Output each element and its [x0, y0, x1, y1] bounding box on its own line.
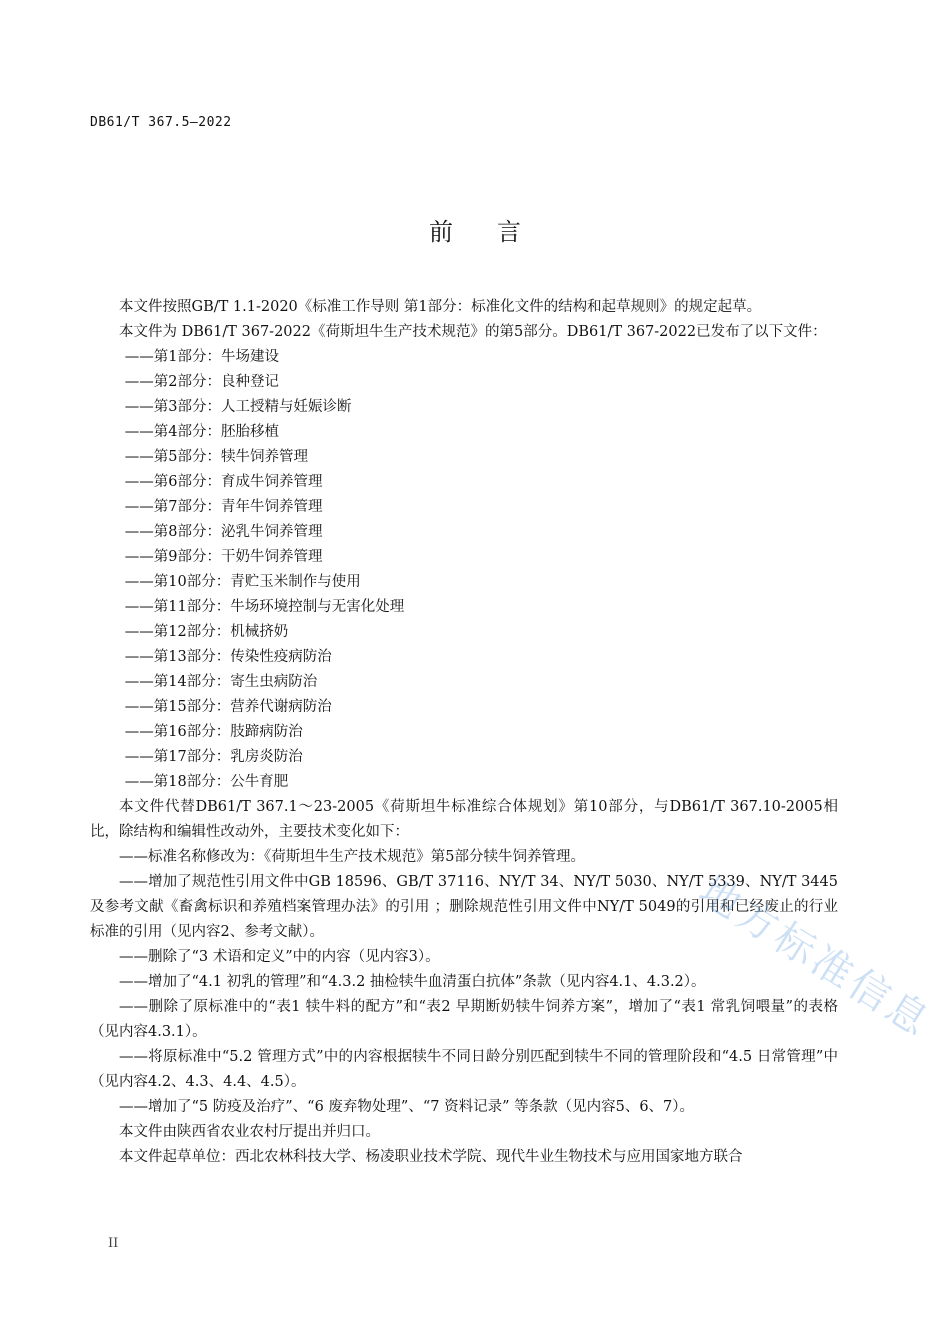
list-item: ——第17部分：乳房炎防治 — [124, 749, 303, 765]
paragraph-drafting-basis: 本文件按照GB/T 1.1-2020《标准工作导则 第1部分：标准化文件的结构和起草规则》的规定起草。 — [119, 299, 762, 315]
change-item: ——删除了原标准中的“表1 犊牛料的配方”和“表2 早期断奶犊牛饲养方案”，增加了“表1 常乳饲喂量”的表格（见内容4.3.1）。 — [90, 999, 838, 1040]
paragraph-replacement: 本文件代替DB61/T 367.1～23-2005《荷斯坦牛标准综合体规划》第10部分，与DB61/T 367.10-2005相比，除结构和编辑性改动外，主要技术变化如下： — [90, 799, 838, 840]
list-item: ——第16部分：肢蹄病防治 — [124, 724, 303, 740]
watermark: 地方标准信息 — [690, 867, 940, 1047]
list-item: ——第13部分：传染性疫病防治 — [124, 649, 332, 665]
list-item: ——第11部分：牛场环境控制与无害化处理 — [124, 599, 405, 615]
change-item: ——增加了“4.1 初乳的管理”和“4.3.2 抽检犊牛血清蛋白抗体”条款（见内容4.1、4.3.2）。 — [119, 974, 706, 990]
list-item: ——第6部分：育成牛饲养管理 — [124, 474, 323, 490]
change-item: ——增加了规范性引用文件中GB 18596、GB/T 37116、NY/T 34、NY/T 5030、NY/T 5339、NY/T 3445及参考文献《畜禽标识和养殖档案管理办法》的引用 ；删除规范性引用文件中NY/T 5049的引用和已经废止的行业标准的引用（见内容2、参考文献）。 — [90, 874, 838, 940]
paragraph-drafting-units: 本文件起草单位：西北农林科技大学、杨凌职业技术学院、现代牛业生物技术与应用国家地方联合 — [119, 1149, 743, 1165]
page-title: 前言 — [429, 218, 565, 246]
change-item: ——标准名称修改为：《荷斯坦牛生产技术规范》第5部分犊牛饲养管理。 — [119, 849, 585, 865]
list-item: ——第10部分：青贮玉米制作与使用 — [124, 574, 361, 590]
list-item: ——第8部分：泌乳牛饲养管理 — [124, 524, 323, 540]
list-item: ——第14部分：寄生虫病防治 — [124, 674, 318, 690]
list-item: ——第1部分：牛场建设 — [124, 349, 280, 365]
document-code: DB61/T 367.5—2022 — [90, 115, 232, 130]
change-item: ——将原标准中“5.2 管理方式”中的内容根据犊牛不同日龄分别匹配到犊牛不同的管理阶段和“4.5 日常管理”中（见内容4.2、4.3、4.4、4.5）。 — [90, 1049, 838, 1090]
list-item: ——第7部分：青年牛饲养管理 — [124, 499, 323, 515]
paragraph-series-intro: 本文件为 DB61/T 367-2022《荷斯坦牛生产技术规范》的第5部分。DB61/T 367-2022已发布了以下文件： — [119, 324, 827, 340]
list-item: ——第5部分：犊牛饲养管理 — [124, 449, 309, 465]
paragraph-proposer: 本文件由陕西省农业农村厅提出并归口。 — [119, 1124, 380, 1140]
list-item: ——第2部分：良种登记 — [124, 374, 280, 390]
list-item: ——第15部分：营养代谢病防治 — [124, 699, 332, 715]
list-item: ——第12部分：机械挤奶 — [124, 624, 289, 640]
list-item: ——第9部分：干奶牛饲养管理 — [124, 549, 323, 565]
list-item: ——第18部分：公牛育肥 — [124, 774, 289, 790]
change-item: ——增加了“5 防疫及治疗”、“6 废弃物处理”、“7 资料记录” 等条款（见内容5、6、7）。 — [119, 1099, 695, 1115]
page-number: II — [108, 1236, 119, 1251]
document-body — [90, 295, 838, 1170]
list-item: ——第4部分：胚胎移植 — [124, 424, 280, 440]
list-item: ——第3部分：人工授精与妊娠诊断 — [124, 399, 352, 415]
parts-list — [90, 345, 838, 795]
change-item: ——删除了“3 术语和定义”中的内容（见内容3）。 — [119, 949, 440, 965]
